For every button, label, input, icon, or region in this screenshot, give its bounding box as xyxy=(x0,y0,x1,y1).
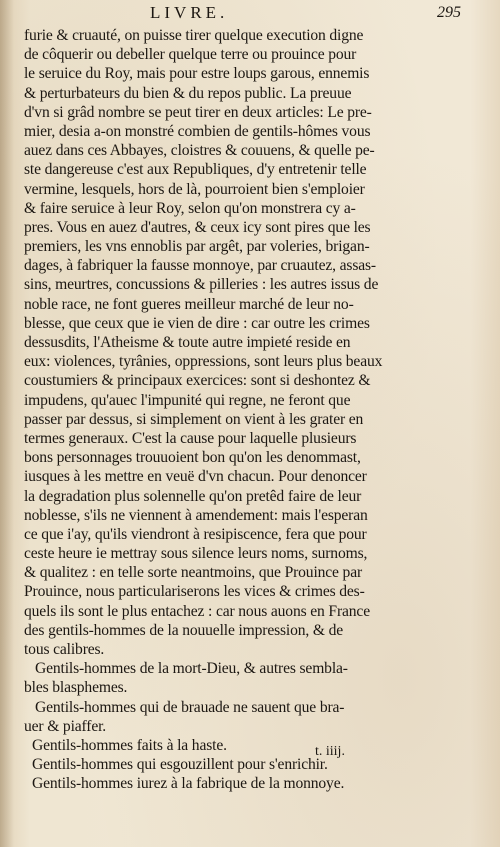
text-line: vermine, lesquels, hors de là, pourroient bien s'emploier xyxy=(24,180,365,198)
text-line: de côquerir ou debeller quelque terre ou prouince pour xyxy=(24,46,357,64)
list-item: Gentils-hommes faits à la haste. xyxy=(32,736,227,754)
running-head: LIVRE. xyxy=(150,3,229,22)
text-line: bles blasphemes. xyxy=(24,679,128,697)
text-line: furie & cruauté, on puisse tirer quelque execution digne xyxy=(24,27,364,44)
text-line: noble race, ne font gueres meilleur marché de leur no- xyxy=(24,295,354,313)
text-line: quels ils sont le plus entachez : car nous auons en France xyxy=(24,602,370,620)
text-line: impudens, qu'auec l'impunité qui regne, ne feront que xyxy=(24,391,351,409)
text-line: termes generaux. C'est la cause pour laquelle plusieurs xyxy=(24,429,357,447)
text-line: & perturbateurs du bien & du repos public. La preuue xyxy=(24,84,352,102)
text-line: noblesse, s'ils ne viennent à amendement: mais l'esperan xyxy=(24,506,368,524)
text-line: dessusdits, l'Atheisme & toute autre impieté reside en xyxy=(24,334,351,351)
signature-mark: t. iiij. xyxy=(315,744,345,759)
text-line: mier, desia a-on monstré combien de gentils-hômes vous xyxy=(24,122,371,140)
text-line: Prouince, nous particulariserons les vices & crimes des- xyxy=(24,583,365,601)
text-line: bons personnages trouuoient bon qu'on les denommast, xyxy=(24,449,361,467)
page-number: 295 xyxy=(437,4,461,21)
text-line: des gentils-hommes de la nouuelle impression, & de xyxy=(24,621,344,639)
page-header xyxy=(0,3,500,25)
text-line: & qualitez : en telle sorte neantmoins, que Prouince par xyxy=(24,564,363,582)
text-line: coustumiers & principaux exercices: sont si deshontez & xyxy=(24,372,371,390)
text-line: ceste heure ie mettray sous silence leurs noms, surnoms, xyxy=(24,545,368,563)
text-line: blesse, que ceux que ie vien de dire : car outre les crimes xyxy=(24,314,370,332)
text-line: dages, à fabriquer la fausse monnoye, par cruautez, assas- xyxy=(24,257,376,275)
body-text xyxy=(24,26,408,794)
text-line: sins, meurtres, concussions & pilleries : les autres issus de xyxy=(24,276,379,294)
text-line: uer & piaffer. xyxy=(24,717,107,735)
text-line: tous calibres. xyxy=(24,641,105,658)
text-line: d'vn si grâd nombre se peut tirer en deux articles: Le pre- xyxy=(24,103,372,121)
text-line: & faire seruice à leur Roy, selon qu'on monstrera cy a- xyxy=(24,199,356,217)
text-line: ce que i'ay, qu'ils viendront à resipiscence, fera que pour xyxy=(24,525,367,543)
gutter-shadow xyxy=(0,0,14,847)
list-item: Gentils-hommes iurez à la fabrique de la monnoye. xyxy=(32,775,345,793)
text-line: passer par dessus, si simplement on vient à les grater en xyxy=(24,410,364,428)
text-line: iusques à les mettre en veuë d'vn chacun. Pour denoncer xyxy=(24,468,367,486)
list-item: Gentils-hommes qui de brauade ne sauent que bra- xyxy=(35,698,345,716)
text-line: pres. Vous en auez d'autres, & ceux icy sont pires que les xyxy=(24,218,371,236)
list-item: Gentils-hommes qui esgouzillent pour s'enrichir. xyxy=(32,756,328,774)
text-line: eux: violences, tyrânies, oppressions, sont leurs plus beaux xyxy=(24,353,383,371)
text-line: premiers, les vns ennoblis par argêt, par voleries, brigan- xyxy=(24,238,370,256)
list-item: Gentils-hommes de la mort-Dieu, & autres sembla- xyxy=(35,660,348,678)
text-line: ste dangereuse c'est aux Republiques, d'y entretenir telle xyxy=(24,161,367,179)
text-line: auez dans ces Abbayes, cloistres & couuens, & quelle pe- xyxy=(24,142,375,160)
text-line: la degradation plus solennelle qu'on pretêd faire de leur xyxy=(24,487,362,505)
text-line: le seruice du Roy, mais pour estre loups garous, ennemis xyxy=(24,65,370,83)
